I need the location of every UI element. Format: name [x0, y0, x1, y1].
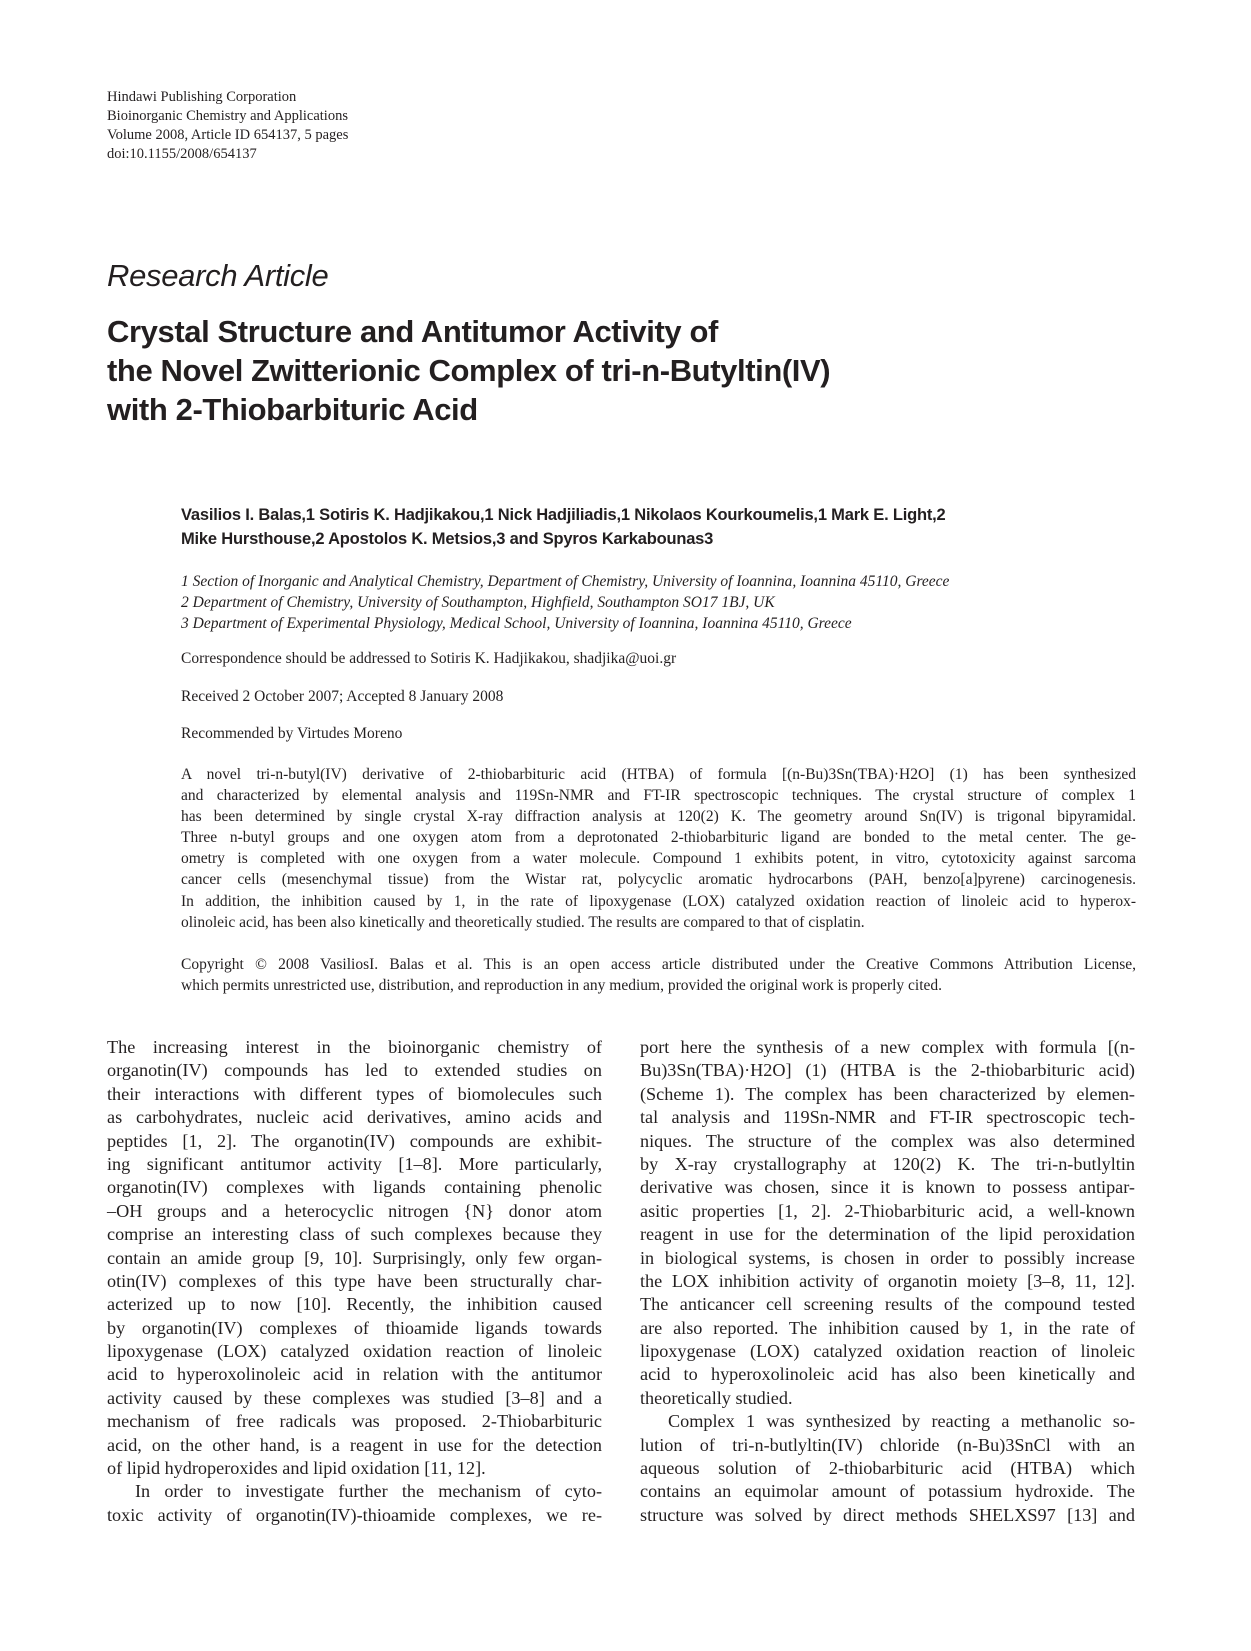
body-line: niques. The structure of the complex was also determined [640, 1130, 1135, 1151]
body-line: peptides [1, 2]. The organotin(IV) compounds are exhibit- [107, 1130, 602, 1151]
body-line: aqueous solution of 2-thiobarbituric acid (HTBA) which [640, 1458, 1135, 1479]
copyright-line: Copyright © 2008 VasiliosI. Balas et al. This is an open access article distributed under the Creative Commons Attribution License, [181, 956, 1136, 973]
body-line: structure was solved by direct methods SHELXS97 [13] and [640, 1504, 1135, 1525]
abstract-line: olinoleic acid, has been also kinetically and theoretically studied. The results are compared to that of cisplatin. [181, 913, 865, 931]
body-line: the LOX inhibition activity of organotin moiety [3–8, 11, 12]. [640, 1270, 1135, 1291]
author-line: Mike Hursthouse,2 Apostolos K. Metsios,3 and Spyros Karkabounas3 [181, 530, 714, 548]
journal-name-line: Bioinorganic Chemistry and Applications [107, 108, 348, 124]
body-line: Bu)3Sn(TBA)·H2O] (1) (HTBA is the 2-thiobarbituric acid) [640, 1060, 1135, 1081]
body-line: theoretically studied. [640, 1387, 793, 1408]
journal-header [107, 88, 348, 164]
body-line: tal analysis and 119Sn-NMR and FT-IR spectroscopic tech- [640, 1107, 1135, 1128]
body-line: activity caused by these complexes was studied [3–8] and a [107, 1387, 602, 1408]
body-line: acid, on the other hand, is a reagent in use for the detection [107, 1434, 602, 1455]
body-line: as carbohydrates, nucleic acid derivatives, amino acids and [107, 1107, 602, 1128]
body-line: otin(IV) complexes of this type have been structurally char- [107, 1270, 602, 1291]
paper-title [107, 312, 1107, 429]
body-line: in biological systems, is chosen in order to possibly increase [640, 1247, 1135, 1268]
body-line: by X-ray crystallography at 120(2) K. The tri-n-butlyltin [640, 1153, 1135, 1174]
abstract [181, 764, 1136, 933]
author-list [181, 503, 1141, 551]
title-line: with 2-Thiobarbituric Acid [107, 392, 478, 427]
doi-line: doi:10.1155/2008/654137 [107, 146, 257, 162]
body-line: acid to hyperoxolinoleic acid in relation with the antitumor [107, 1364, 602, 1385]
copyright-line: which permits unrestricted use, distribution, and reproduction in any medium, provided the original work is properly cited. [181, 977, 943, 994]
title-line: Crystal Structure and Antitumor Activity of [107, 314, 718, 349]
body-line: The anticancer cell screening results of the compound tested [640, 1294, 1135, 1315]
body-line: acterized up to now [10]. Recently, the inhibition caused [107, 1294, 602, 1315]
body-line: mechanism of free radicals was proposed. 2-Thiobarbituric [107, 1411, 602, 1432]
body-line: comprise an interesting class of such complexes because they [107, 1224, 602, 1245]
affiliation-1: 1 Section of Inorganic and Analytical Chemistry, Department of Chemistry, University of Ioannina, Ioannina 45110, Greece [181, 573, 950, 590]
body-line: contains an equimolar amount of potassium hydroxide. The [640, 1481, 1135, 1502]
body-line: organotin(IV) compounds has led to extended studies on [107, 1060, 602, 1081]
title-line: the Novel Zwitterionic Complex of tri-n-Butyltin(IV) [107, 353, 831, 388]
body-line: lipoxygenase (LOX) catalyzed oxidation reaction of linoleic [107, 1341, 602, 1362]
body-line: asitic properties [1, 2]. 2-Thiobarbituric acid, a well-known [640, 1200, 1135, 1221]
volume-line: Volume 2008, Article ID 654137, 5 pages [107, 127, 349, 143]
body-line: organotin(IV) complexes with ligands containing phenolic [107, 1177, 602, 1198]
abstract-line: In addition, the inhibition caused by 1, in the rate of lipoxygenase (LOX) catalyzed oxidation reaction of linoleic acid to hyperox- [181, 892, 1136, 910]
body-line: lipoxygenase (LOX) catalyzed oxidation reaction of linoleic [640, 1341, 1135, 1362]
body-line: reagent in use for the determination of the lipid peroxidation [640, 1224, 1135, 1245]
body-line: port here the synthesis of a new complex with formula [(n- [640, 1037, 1135, 1057]
affiliation-3: 3 Department of Experimental Physiology, Medical School, University of Ioannina, Ioannina 45110, Greece [181, 615, 852, 632]
body-line: ing significant antitumor activity [1–8]. More particularly, [107, 1153, 602, 1174]
author-line: Vasilios I. Balas,1 Sotiris K. Hadjikakou,1 Nick Hadjiliadis,1 Nikolaos Kourkoumelis,1 Mark E. Light,2 [181, 506, 946, 524]
abstract-line: has been determined by single crystal X-ray diffraction analysis at 120(2) K. The geometry around Sn(IV) is trigonal bipyramidal. [181, 808, 1136, 826]
received-dates: Received 2 October 2007; Accepted 8 January 2008 [181, 688, 504, 705]
body-line: –OH groups and a heterocyclic nitrogen {N} donor atom [107, 1200, 602, 1221]
publisher-line: Hindawi Publishing Corporation [107, 89, 297, 105]
body-line: derivative was chosen, since it is known to possess antipar- [640, 1177, 1135, 1198]
recommended-by: Recommended by Virtudes Moreno [181, 725, 403, 742]
body-line: Complex 1 was synthesized by reacting a methanolic so- [668, 1411, 1135, 1432]
body-line: of lipid hydroperoxides and lipid oxidation [11, 12]. [107, 1458, 486, 1479]
abstract-line: Three n-butyl groups and one oxygen atom from a deprotonated 2-thiobarbituric ligand are bonded to the metal center. The ge- [181, 829, 1136, 847]
body-line: acid to hyperoxolinoleic acid has also been kinetically and [640, 1364, 1135, 1385]
copyright-notice [181, 954, 1136, 996]
abstract-line: cancer cells (mesenchymal tissue) from the Wistar rat, polycyclic aromatic hydrocarbons (PAH, benzo[a]pyrene) carcinogenesis. [181, 871, 1136, 889]
body-line: (Scheme 1). The complex has been characterized by elemen- [640, 1083, 1135, 1104]
abstract-line: and characterized by elemental analysis and 119Sn-NMR and FT-IR spectroscopic techniques. The crystal structure of complex 1 [181, 787, 1136, 805]
body-line: toxic activity of organotin(IV)-thioamide complexes, we re- [107, 1504, 602, 1525]
body-line: lution of tri-n-butlyltin(IV) chloride (n-Bu)3SnCl with an [640, 1434, 1135, 1455]
body-line: their interactions with different types of biomolecules such [107, 1083, 602, 1104]
abstract-line: ometry is completed with one oxygen from a water molecule. Compound 1 exhibits potent, in vitro, cytotoxicity against sarcoma [181, 850, 1136, 868]
body-line: contain an amide group [9, 10]. Surprisingly, only few organ- [107, 1247, 602, 1268]
body-column-left [107, 1036, 602, 1527]
affiliation-2: 2 Department of Chemistry, University of Southampton, Highfield, Southampton SO17 1BJ, UK [181, 594, 775, 611]
body-line: are also reported. The inhibition caused by 1, in the rate of [640, 1317, 1135, 1338]
article-type: Research Article [107, 258, 329, 293]
correspondence-note: Correspondence should be addressed to Sotiris K. Hadjikakou, shadjika@uoi.gr [181, 650, 677, 667]
body-line: The increasing interest in the bioinorganic chemistry of [107, 1037, 602, 1057]
affiliations [181, 571, 949, 634]
abstract-line: A novel tri-n-butyl(IV) derivative of 2-thiobarbituric acid (HTBA) of formula [(n-Bu)3Sn(TBA)·H2O] (1) has been synthesized [181, 766, 1136, 783]
body-column-right [640, 1036, 1135, 1527]
body-line: by organotin(IV) complexes of thioamide ligands towards [107, 1317, 602, 1338]
body-line: In order to investigate further the mechanism of cyto- [135, 1481, 602, 1502]
